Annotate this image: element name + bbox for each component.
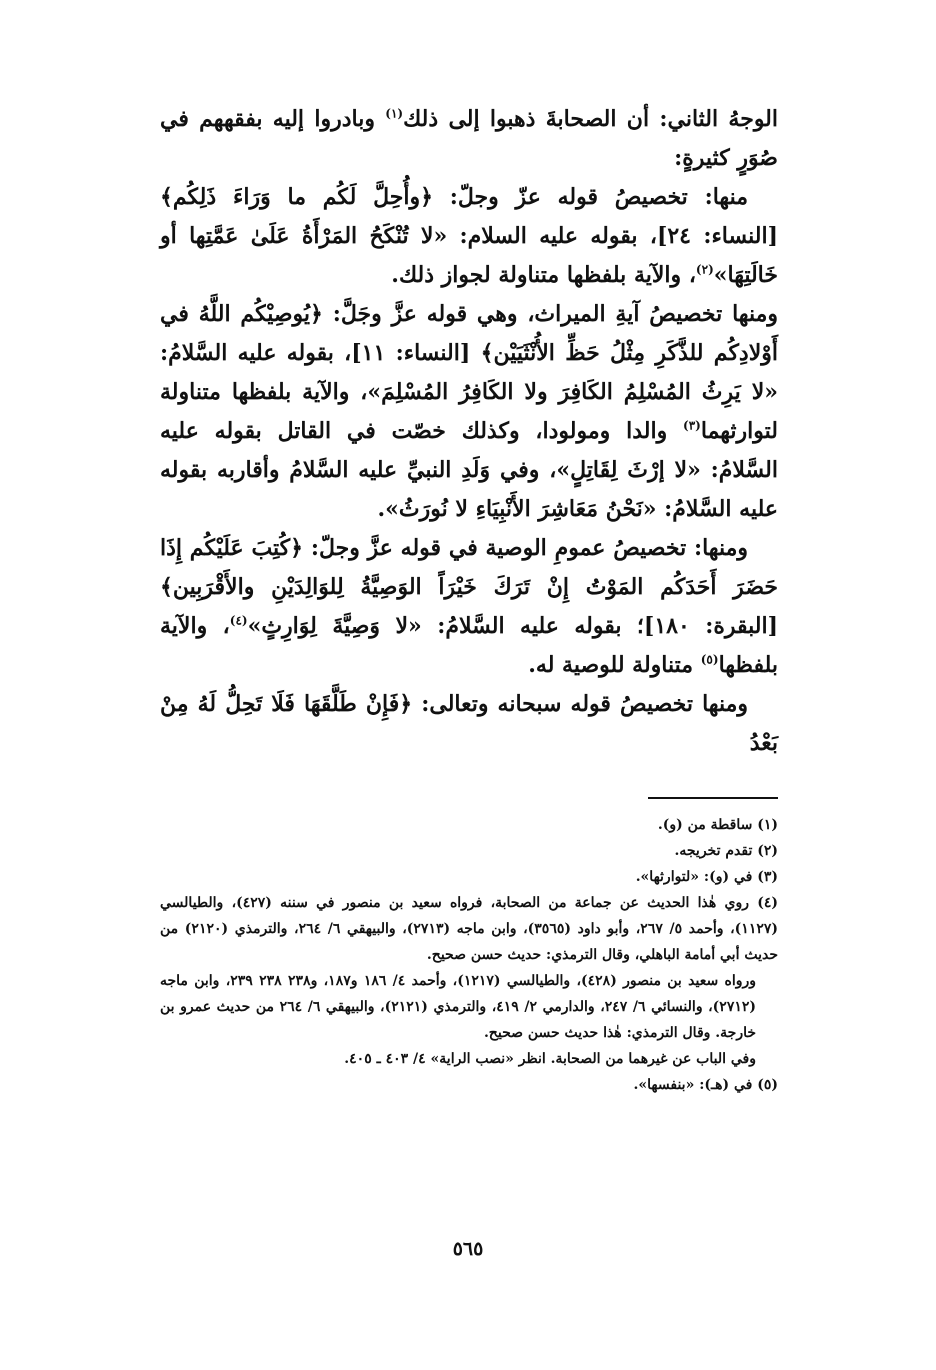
footnote-ref-3[interactable]: (٣) [683,418,701,433]
footnote-ref-4[interactable]: (٤) [229,613,248,628]
paragraph-3: ومنها تخصيصُ آيةِ الميراث، وهي قوله عزَّ وجَلَّ: ﴿يُوصِيْكُم اللَّهُ في أَوْلادِكُم للذَّكَرِ مِثْلُ حَظِّ الأُنْثَيَيْن﴾ [النساء: ١١]، بقوله عليه السَّلامُ: «لا يَرِثُ المُسْلِمُ الكَافِرَ ولا الكَافِرُ المُسْلِمَ»، والآية بلفظها متناولة لتوارثهما$^{(٣)}$ والدا ومولودا، وكذلك خصّت في القاتل بقوله عليه السَّلامُ: «لا إرْثَ لِقَاتِلٍ»، وفي وَلَدِ النبيِّ عليه السَّلامُ وأقاربه بقوله عليه السَّلامُ: «نَحْنُ مَعَاشِرَ الأَنْبِيَاءِ لا نُورَثُ». [160,301,778,522]
footnotes [160,812,778,1098]
paragraph-2: منها: تخصيصُ قوله عزّ وجلّ: ﴿وأُحِلَّ لَكُم ما وَرَاءَ ذَلِكُم﴾ [النساء: ٢٤]، بقوله عليه السلام: «لا تُنْكَحُ المَرْأَةُ عَلَىٰ عَمَّتِها أو خَالَتِهَا»$^{(٢)}$، والآية بلفظها متناولة لجواز ذلك. [160,184,778,288]
paragraph-5: ومنها تخصيصُ قوله سبحانه وتعالى: ﴿فَإِنْ طَلَّقَهَا فَلَا تَحِلُّ لَهُ مِنْ بَعْدُ [160,691,778,756]
footnote-separator [648,797,778,799]
page-number: ٥٦٥ [452,1238,484,1260]
footnote-1: (١) ساقطة من (و). [657,817,778,833]
footnote-2: (٢) تقدم تخريجه. [674,843,778,859]
main-text [160,100,778,763]
footnote-5: (٥) في (هـ): «بنفسها». [633,1077,778,1093]
footnote-4: (٤) روي هٰذا الحديث عن جماعة من الصحابة، فرواه سعيد بن منصور في سننه (٤٢٧)، والطيالسي (١١٢٧)، وأحمد ٥/ ٢٦٧، وأبو داود (٣٥٦٥)، وابن ماجه (٢٧١٣)، والبيهقي ٦/ ٢٦٤، والترمذي (٢١٢٠) من حديث أبي أمامة الباهلي، وقال الترمذي: حديث حسن صحيح. [160,895,778,963]
footnote-ref-5[interactable]: (٥) [700,652,719,667]
footnote-3: (٣) في (و): «لتوارثها». [635,869,778,885]
footnote-ref-2[interactable]: (٢) [695,262,714,277]
footnote-4-continued: ورواه سعيد بن منصور (٤٢٨)، والطيالسي (١٢١٧)، وأحمد ٤/ ١٨٦ و١٨٧، و٢٣٨ ٢٣٨ ٢٣٩، وابن ماجه (٢٧١٢)، والنسائي ٦/ ٢٤٧، والدارمي ٢/ ٤١٩، والترمذي (٢١٢١)، والبيهقي ٦/ ٢٦٤ من حديث عمرو بن خارجة. وقال الترمذي: هٰذا حديث حسن صحيح. [160,973,757,1041]
footnote-ref-1[interactable]: (١) [385,106,404,121]
paragraph-1: الوجهُ الثاني: أن الصحابةَ ذهبوا إلى ذلك$^{(١)}$ وبادروا إليه بفقههم في صُوَرٍ كثيرةٍ: [160,106,778,171]
footnote-4-see-also: وفي الباب عن غيرهما من الصحابة. انظر «نصب الراية» ٤/ ٤٠٣ ـ ٤٠٥. [344,1051,756,1067]
paragraph-4: ومنها: تخصيصُ عمومِ الوصية في قوله عزَّ وجلّ: ﴿كُتِبَ عَلَيْكُم إِذَا حَضَرَ أَحَدَكُم المَوْتُ إِنْ تَرَكَ خَيْرَاً الوَصِيَّةُ لِلوَالِدَيْنِ والأَقْرَبِين﴾ [البقرة: ١٨٠]؛ بقوله عليه السَّلامُ: «لا وَصِيَّةَ لِوَارِثٍ»$^{(٤)}$، والآية بلفظها$^{(٥)}$ متناولة للوصية له. [160,535,778,678]
